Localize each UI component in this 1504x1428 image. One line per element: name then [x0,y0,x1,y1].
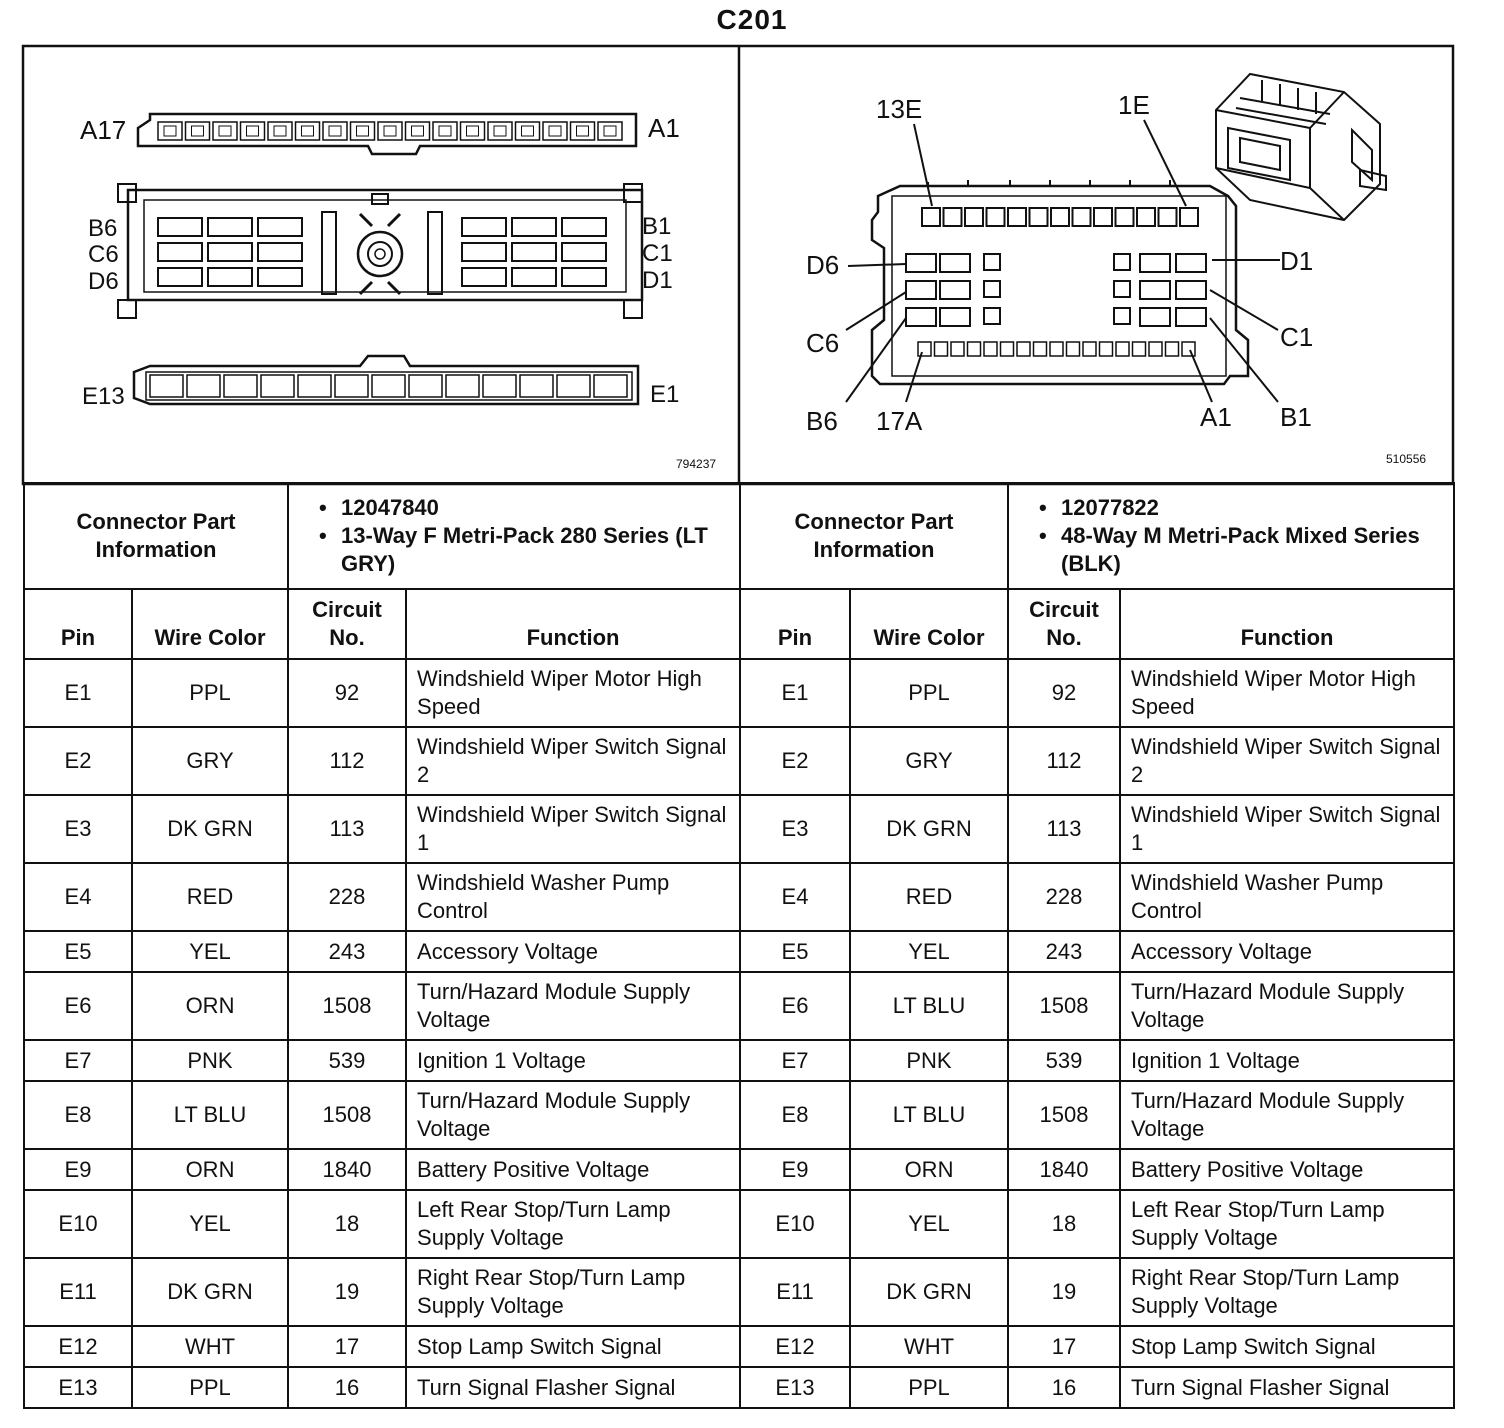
pin-cavity [433,122,457,140]
pin-cavity [1166,342,1179,356]
pin-cavity [1114,308,1130,324]
label-1e: 1E [1118,90,1150,120]
pin-cavity [261,375,294,397]
wire-color-cell: PNK [132,1040,288,1081]
wire-color-cell: DK GRN [132,1258,288,1326]
left-connector-view [80,113,716,471]
pin-cavity [158,243,202,261]
table-row [740,659,1454,727]
pin-cavity [446,375,479,397]
pin-cavity [187,375,220,397]
pin-cavity [1137,208,1155,226]
wire-color-cell: YEL [850,1190,1008,1258]
pin-cavity [1001,342,1014,356]
circuit-cell: 1508 [1008,1081,1120,1149]
circuit-cell: 228 [288,863,406,931]
wire-color-cell: WHT [132,1326,288,1367]
pin-cavity [258,268,302,286]
wire-color-cell: YEL [850,931,1008,972]
pin-cavity-inner [577,126,589,136]
table-row [24,1190,740,1258]
pin-cell: E4 [24,863,132,931]
function-cell: Turn/Hazard Module Supply Voltage [1120,1081,1454,1149]
pin-cell: E2 [24,727,132,795]
pin-cavity [323,122,347,140]
circuit-cell: 1840 [288,1149,406,1190]
wire-color-cell: PNK [850,1040,1008,1081]
pin-cavity [512,218,556,236]
function-cell: Turn/Hazard Module Supply Voltage [406,1081,740,1149]
pin-cell: E11 [24,1258,132,1326]
pin-cavity [1050,342,1063,356]
table-row [24,1367,740,1408]
label-a17: A17 [80,115,127,145]
circuit-cell: 112 [288,727,406,795]
pin-cavity [378,122,402,140]
pin-cavity-inner [329,126,341,136]
pin-cavity [984,254,1000,270]
header-wire-color: Wire Color [132,589,288,659]
header-function: Function [1120,589,1454,659]
label-c6: C6 [806,328,840,358]
pin-cavity [296,122,320,140]
figure-id-left: 794237 [676,457,717,471]
circuit-cell: 18 [288,1190,406,1258]
circuit-cell: 1840 [1008,1149,1120,1190]
pin-cell: E7 [24,1040,132,1081]
label-e1: E1 [650,381,680,408]
pin-cavity [483,375,516,397]
pin-cavity [461,122,485,140]
header-function: Function [406,589,740,659]
pin-cell: E9 [24,1149,132,1190]
pin-cavity [940,308,970,326]
pin-cell: E9 [740,1149,850,1190]
pin-cavity [922,208,940,226]
function-cell: Stop Lamp Switch Signal [406,1326,740,1367]
pin-cavity [488,122,512,140]
pin-cavity [351,122,375,140]
circuit-cell: 18 [1008,1190,1120,1258]
pin-cavity [543,122,567,140]
pin-cavity-inner [494,126,506,136]
table-row [740,1367,1454,1408]
pin-cavity [1114,281,1130,297]
table-row [24,1149,740,1190]
function-cell: Turn/Hazard Module Supply Voltage [406,972,740,1040]
wire-color-cell: YEL [132,1190,288,1258]
label-c1: C1 [1280,322,1314,352]
part-number: • 12047840 [319,494,729,522]
table-header-row [740,589,1454,659]
pin-cavity-inner [522,126,534,136]
pin-cavity [984,308,1000,324]
pin-cavity [940,281,970,299]
table-row [740,727,1454,795]
label-d6: D6 [806,250,840,280]
wire-color-cell: DK GRN [850,795,1008,863]
label-c6: C6 [88,241,119,268]
pin-cavity [1176,281,1206,299]
pin-cell: E1 [24,659,132,727]
connector-part-info-label: Connector Part Information [24,483,288,589]
function-cell: Left Rear Stop/Turn Lamp Supply Voltage [1120,1190,1454,1258]
part-description: • 13-Way F Metri-Pack 280 Series (LT GRY) [319,522,729,578]
label-c1: C1 [642,240,673,267]
circuit-cell: 19 [288,1258,406,1326]
header-pin: Pin [740,589,850,659]
table-row [740,1149,1454,1190]
wire-color-cell: YEL [132,931,288,972]
circuit-cell: 16 [1008,1367,1120,1408]
pin-cavity [968,342,981,356]
pin-cavity [984,342,997,356]
pin-cavity [1116,208,1134,226]
pin-cavity-inner [164,126,176,136]
table-row [740,1081,1454,1149]
circuit-cell: 19 [1008,1258,1120,1326]
pin-cavity [906,254,936,272]
pin-cavity [1140,281,1170,299]
label-b1: B1 [642,213,672,240]
wire-color-cell: PPL [850,659,1008,727]
label-13e: 13E [876,94,923,124]
pin-cavity [1100,342,1113,356]
pin-cavity [906,281,936,299]
part-description: • 48-Way M Metri-Pack Mixed Series (BLK) [1039,522,1443,578]
pin-cell: E8 [24,1081,132,1149]
pin-cell: E8 [740,1081,850,1149]
label-d1: D1 [642,267,673,294]
connector-3d-sketch [1216,74,1386,220]
function-cell: Stop Lamp Switch Signal [1120,1326,1454,1367]
pin-cavity-inner [439,126,451,136]
wire-color-cell: ORN [132,1149,288,1190]
left-pinout-table [23,482,741,1409]
label-d6: D6 [88,268,119,295]
pin-cell: E3 [740,795,850,863]
pin-cell: E5 [740,931,850,972]
label-b6: B6 [88,215,118,242]
pin-cavity [1030,208,1048,226]
table-row [740,931,1454,972]
function-cell: Right Rear Stop/Turn Lamp Supply Voltage [406,1258,740,1326]
wire-color-cell: PPL [850,1367,1008,1408]
part-info-row [740,483,1454,589]
pin-cavity [1149,342,1162,356]
pin-cell: E4 [740,863,850,931]
circuit-cell: 243 [288,931,406,972]
function-cell: Turn/Hazard Module Supply Voltage [1120,972,1454,1040]
pin-cavity-inner [357,126,369,136]
pin-cell: E5 [24,931,132,972]
connector-part-info-label: Connector Part Information [740,483,1008,589]
wire-color-cell: LT BLU [850,1081,1008,1149]
function-cell: Left Rear Stop/Turn Lamp Supply Voltage [406,1190,740,1258]
wire-color-cell: RED [132,863,288,931]
pin-cell: E11 [740,1258,850,1326]
pin-cavity [935,342,948,356]
wire-color-cell: PPL [132,1367,288,1408]
header-pin: Pin [24,589,132,659]
wire-color-cell: ORN [850,1149,1008,1190]
pin-cavity [409,375,442,397]
pin-cavity-inner [384,126,396,136]
circuit-cell: 112 [1008,727,1120,795]
function-cell: Accessory Voltage [1120,931,1454,972]
pin-cell: E12 [740,1326,850,1367]
function-cell: Turn Signal Flasher Signal [406,1367,740,1408]
pin-cavity [1008,208,1026,226]
wire-color-cell: DK GRN [850,1258,1008,1326]
pin-cavity-inner [604,126,616,136]
pin-cavity [906,308,936,326]
page-title: C201 [716,4,788,35]
wire-color-cell: RED [850,863,1008,931]
pin-cavity [1180,208,1198,226]
table-row [24,1326,740,1367]
table-row [24,1081,740,1149]
circuit-cell: 16 [288,1367,406,1408]
header-circuit-no: Circuit No. [288,589,406,659]
circuit-cell: 539 [288,1040,406,1081]
right-connector-view [806,74,1426,466]
function-cell: Right Rear Stop/Turn Lamp Supply Voltage [1120,1258,1454,1326]
function-cell: Windshield Wiper Motor High Speed [406,659,740,727]
connector-diagrams [0,0,1504,486]
circuit-cell: 113 [288,795,406,863]
pin-cavity [268,122,292,140]
pin-cell: E6 [740,972,850,1040]
pin-cavity [965,208,983,226]
table-row [24,863,740,931]
function-cell: Windshield Wiper Switch Signal 2 [406,727,740,795]
pin-cavity [1034,342,1047,356]
pin-cell: E1 [740,659,850,727]
table-row [24,1040,740,1081]
figure-id-right: 510556 [1386,452,1427,466]
pin-cell: E13 [24,1367,132,1408]
pin-cavity [1017,342,1030,356]
function-cell: Windshield Washer Pump Control [406,863,740,931]
circuit-cell: 228 [1008,863,1120,931]
pin-cavity [512,243,556,261]
pin-cavity [562,243,606,261]
circuit-cell: 92 [288,659,406,727]
label-a1: A1 [648,113,680,143]
pin-cavity [224,375,257,397]
pin-cavity [562,268,606,286]
circuit-cell: 243 [1008,931,1120,972]
table-row [740,1326,1454,1367]
pin-cavity [208,218,252,236]
pin-cavity-inner [247,126,259,136]
pin-cavity [944,208,962,226]
table-row [740,863,1454,931]
circuit-cell: 17 [288,1326,406,1367]
pin-cavity [984,281,1000,297]
pin-cavity [1073,208,1091,226]
circuit-cell: 1508 [1008,972,1120,1040]
pin-cavity-inner [274,126,286,136]
part-info-row [24,483,740,589]
pin-cavity [150,375,183,397]
table-row [24,1258,740,1326]
pin-cavity [1176,308,1206,326]
label-d1: D1 [1280,246,1314,276]
pin-cell: E13 [740,1367,850,1408]
table-row [24,972,740,1040]
function-cell: Turn Signal Flasher Signal [1120,1367,1454,1408]
pin-cell: E6 [24,972,132,1040]
pin-cavity [1067,342,1080,356]
wire-color-cell: DK GRN [132,795,288,863]
pin-cavity [186,122,210,140]
pin-cavity [598,122,622,140]
pin-cell: E7 [740,1040,850,1081]
pin-cavity-inner [467,126,479,136]
pin-cavity-inner [302,126,314,136]
part-number: • 12077822 [1039,494,1443,522]
circuit-cell: 92 [1008,659,1120,727]
right-pinout-table [739,482,1455,1409]
pin-cavity [258,243,302,261]
table-row [24,795,740,863]
pin-cavity [208,268,252,286]
pin-cavity [158,122,182,140]
pin-cavity [1114,254,1130,270]
pin-cavity [594,375,627,397]
pin-cell: E10 [740,1190,850,1258]
wire-color-cell: LT BLU [850,972,1008,1040]
label-b1: B1 [1280,402,1312,432]
wire-color-cell: GRY [850,727,1008,795]
pin-cavity [1094,208,1112,226]
pin-cell: E12 [24,1326,132,1367]
function-cell: Windshield Washer Pump Control [1120,863,1454,931]
pin-cavity [158,268,202,286]
pin-cavity-inner [412,126,424,136]
label-b6: B6 [806,406,838,436]
pin-cavity [1133,342,1146,356]
pin-cavity [562,218,606,236]
pin-cavity [372,375,405,397]
pin-cavity [213,122,237,140]
pin-cavity [1159,208,1177,226]
function-cell: Windshield Wiper Switch Signal 2 [1120,727,1454,795]
circuit-cell: 539 [1008,1040,1120,1081]
circuit-cell: 1508 [288,1081,406,1149]
pin-cavity [512,268,556,286]
circuit-cell: 113 [1008,795,1120,863]
table-row [740,795,1454,863]
pin-cavity [1176,254,1206,272]
pin-cell: E3 [24,795,132,863]
pin-cavity-inner [549,126,561,136]
function-cell: Battery Positive Voltage [406,1149,740,1190]
pin-cavity [516,122,540,140]
wire-color-cell: ORN [132,972,288,1040]
pin-cavity [571,122,595,140]
header-circuit-no: Circuit No. [1008,589,1120,659]
pin-cavity [1140,308,1170,326]
table-row [740,972,1454,1040]
table-row [740,1040,1454,1081]
pin-cavity [557,375,590,397]
header-wire-color: Wire Color [850,589,1008,659]
function-cell: Accessory Voltage [406,931,740,972]
function-cell: Ignition 1 Voltage [406,1040,740,1081]
table-row [740,1190,1454,1258]
pin-cavity [918,342,931,356]
table-header-row [24,589,740,659]
wire-color-cell: WHT [850,1326,1008,1367]
pin-cell: E10 [24,1190,132,1258]
pin-cavity [1140,254,1170,272]
pin-cavity [951,342,964,356]
table-row [24,727,740,795]
label-17a: 17A [876,406,923,436]
function-cell: Windshield Wiper Switch Signal 1 [1120,795,1454,863]
pin-cavity [1116,342,1129,356]
pin-cavity [940,254,970,272]
pin-cavity [462,243,506,261]
pin-cavity-inner [192,126,204,136]
pin-cavity-inner [219,126,231,136]
table-row [24,659,740,727]
pin-cavity [208,243,252,261]
label-a1: A1 [1200,402,1232,432]
wire-color-cell: GRY [132,727,288,795]
pin-cavity [158,218,202,236]
function-cell: Ignition 1 Voltage [1120,1040,1454,1081]
function-cell: Battery Positive Voltage [1120,1149,1454,1190]
label-e13: E13 [82,383,125,410]
pin-cavity [462,218,506,236]
pin-cavity [1051,208,1069,226]
pin-cavity [298,375,331,397]
pin-cavity [241,122,265,140]
wire-color-cell: LT BLU [132,1081,288,1149]
pin-cavity [520,375,553,397]
function-cell: Windshield Wiper Motor High Speed [1120,659,1454,727]
pin-cavity [462,268,506,286]
function-cell: Windshield Wiper Switch Signal 1 [406,795,740,863]
table-row [740,1258,1454,1326]
pin-cavity [406,122,430,140]
part-info-values [1008,483,1454,589]
pin-cavity [987,208,1005,226]
pin-cavity [335,375,368,397]
wire-color-cell: PPL [132,659,288,727]
pin-cavity [1182,342,1195,356]
table-row [24,931,740,972]
circuit-cell: 1508 [288,972,406,1040]
pin-cavity [258,218,302,236]
pin-cell: E2 [740,727,850,795]
pin-cavity [1083,342,1096,356]
circuit-cell: 17 [1008,1326,1120,1367]
part-info-values [288,483,740,589]
